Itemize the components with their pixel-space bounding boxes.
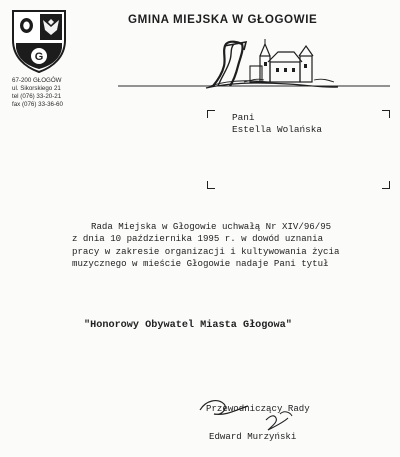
recipient-salutation: Pani xyxy=(232,112,255,123)
address-window-corner xyxy=(207,110,215,118)
letter-body xyxy=(72,221,339,271)
body-line: muzycznego w mieście Głogowie nadaje Pani tytuł xyxy=(72,258,329,270)
sender-line: fax (076) 33-36-60 xyxy=(12,101,63,108)
body-line: pracy w zakresie organizacji i kultywowania życia xyxy=(72,245,340,257)
address-window-corner xyxy=(382,181,390,189)
recipient-name: Estella Wolańska xyxy=(232,124,323,135)
body-line: z dnia 10 października 1995 r. w dowód uznania xyxy=(72,233,324,245)
address-window-corner xyxy=(207,181,215,189)
sender-line: 67-200 GŁOGÓW xyxy=(12,77,62,84)
signatory-role: Przewodniczący Rady xyxy=(206,403,310,414)
castle-sketch-illustration xyxy=(118,36,390,96)
signatory-name: Edward Murzyński xyxy=(209,431,297,442)
honorary-title: "Honorowy Obywatel Miasta Głogowa" xyxy=(84,320,292,331)
body-line: Rada Miejska w Głogowie uchwałą Nr XIV/96/95 xyxy=(91,221,332,232)
letterhead-brand: GMINA MIEJSKA W GŁOGOWIE xyxy=(128,13,318,26)
address-window-corner xyxy=(382,110,390,118)
city-crest-logo xyxy=(10,8,68,74)
sender-line: tel (076) 33-20-21 xyxy=(12,93,62,100)
sender-line: ul. Sikorskiego 21 xyxy=(12,85,61,92)
crest-letter: G xyxy=(34,51,44,63)
sender-address xyxy=(12,77,63,109)
